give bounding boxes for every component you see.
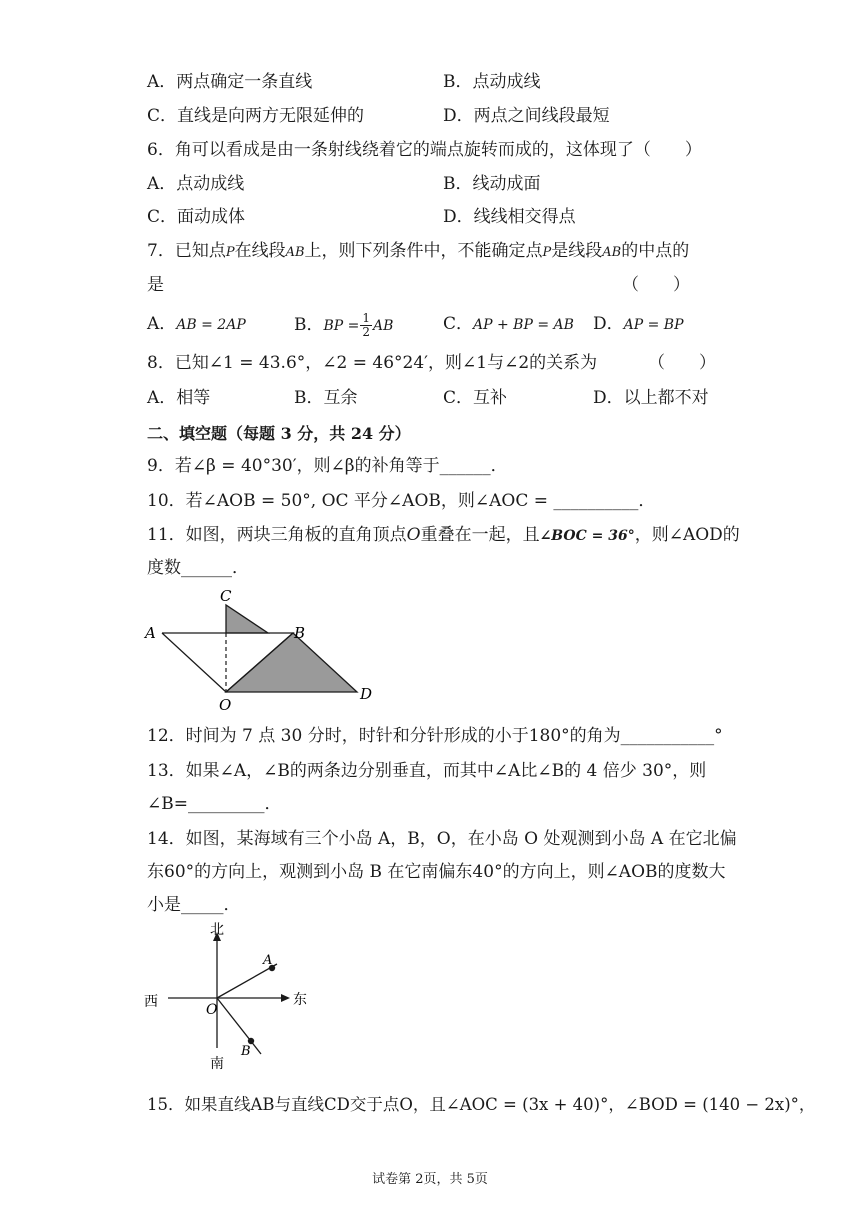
q14-line1: 14．如图，某海域有三个小岛 A，B，O，在小岛 O 处观测到小岛 A 在它北偏 [147, 829, 737, 849]
q8-option-c: C．互补 [443, 388, 508, 408]
q11-line1: 11．如图，两块三角板的直角顶点O重叠在一起，且∠BOC = 36°，则∠AOD的 [147, 525, 740, 545]
q8-option-b: B．互余 [294, 388, 358, 408]
q6-option-d: D．线线相交得点 [443, 207, 576, 227]
q5-option-c: C．直线是向两方无限延伸的 [147, 106, 365, 126]
q14-line3: 小是_____． [147, 895, 241, 915]
q13-line1: 13．如果∠A，∠B的两条边分别垂直，而其中∠A比∠B的 4 倍少 30°，则 [147, 761, 707, 781]
shaded-triangle-obd [226, 633, 357, 692]
label-east: 东 [293, 992, 307, 1008]
page-footer: 试卷第 2页，共 5页 [372, 1172, 488, 1187]
q5-option-a: A．两点确定一条直线 [147, 72, 313, 92]
q7-stem-line2: 是 [147, 275, 164, 295]
q6-option-b: B．线动成面 [443, 174, 541, 194]
q7-answer-blank: （ ） [622, 275, 690, 295]
label-b: B [241, 1044, 251, 1059]
east-arrow-icon [281, 994, 290, 1002]
q13-line2: ∠B=_________． [147, 794, 282, 814]
q6-stem: 6．角可以看成是由一条射线绕着它的端点旋转而成的，这体现了（ ） [147, 140, 702, 160]
q6-option-a: A．点动成线 [147, 174, 245, 194]
label-c: C [220, 587, 232, 605]
q7-stem: 7．已知点P在线段AB上，则下列条件中，不能确定点P是线段AB的中点的 [147, 241, 690, 261]
q11-figure-triangles [140, 585, 380, 715]
ray-ob [217, 998, 261, 1054]
q15: 15．如果直线AB与直线CD交于点O，且∠AOC = (3x + 40)°，∠BOD = (140 − 2x)°， [147, 1095, 816, 1114]
label-a: A [263, 953, 273, 968]
q8-answer-blank: （ ） [648, 353, 716, 373]
label-south: 南 [210, 1056, 224, 1072]
q14-line2: 东60°的方向上，观测到小岛 B 在它南偏东40°的方向上，则∠AOB的度数大 [147, 862, 726, 882]
label-a: A [145, 624, 156, 642]
section-title-fill-in: 二、填空题（每题 3 分，共 24 分） [147, 424, 411, 443]
ray-oa [217, 964, 277, 998]
q8-stem: 8．已知∠1 = 43.6°，∠2 = 46°24′，则∠1与∠2的关系为 [147, 353, 598, 373]
q6-option-c: C．面动成体 [147, 207, 246, 227]
q8-option-d: D．以上都不对 [593, 388, 709, 408]
q14-figure-compass [140, 918, 320, 1078]
shaded-triangle-cob [226, 605, 268, 633]
q7-option-b: B．BP = $\frac{1}{2}$ AB [294, 311, 394, 339]
label-o: O [219, 696, 232, 714]
q7-option-a: A．AB = 2AP [147, 314, 246, 334]
label-d: D [360, 685, 373, 703]
q9: 9．若∠β = 40°30′，则∠β的补角等于______． [147, 456, 508, 476]
label-north: 北 [210, 922, 224, 938]
fraction-half: $\frac{1}{2}$ [362, 311, 371, 339]
label-west: 西 [144, 994, 158, 1010]
q12: 12．时间为 7 点 30 分时，时针和分针形成的小于180°的角为___________° [147, 726, 723, 746]
q10: 10．若∠AOB = 50°, OC 平分∠AOB，则∠AOC = __________． [147, 491, 656, 511]
label-o: O [206, 1002, 218, 1018]
label-b: B [294, 624, 306, 642]
q5-option-b: B．点动成线 [443, 72, 541, 92]
q7-option-c: C．AP + BP = AB [443, 314, 574, 334]
q5-option-d: D．两点之间线段最短 [443, 106, 610, 126]
q8-option-a: A．相等 [147, 388, 211, 408]
q11-line2: 度数______． [147, 558, 249, 578]
q7-option-d: D．AP = BP [593, 314, 684, 334]
